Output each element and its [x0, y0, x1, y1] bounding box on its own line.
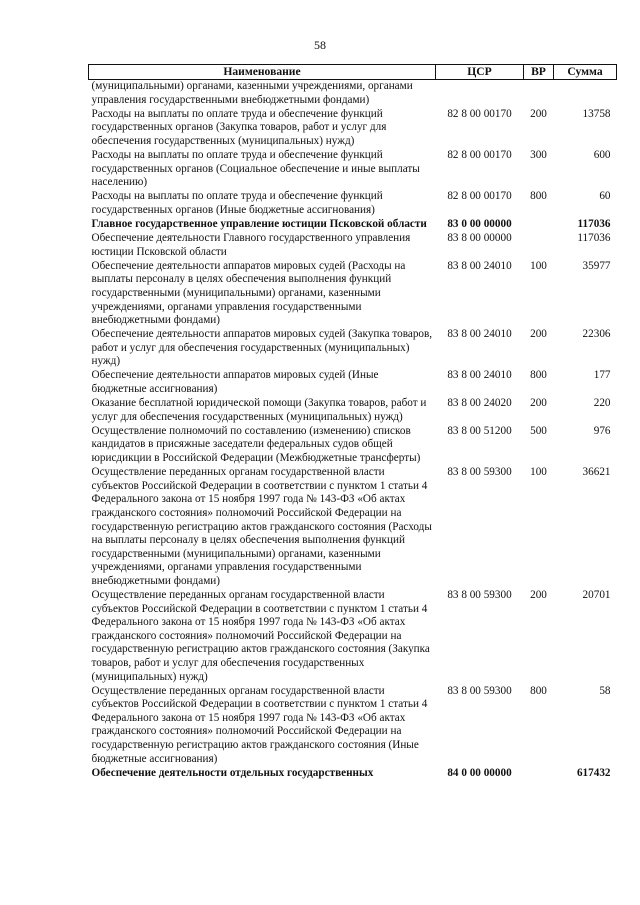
row-csr-cell: 83 8 00 24010 [447, 328, 512, 341]
table-row [89, 369, 617, 397]
table-row [89, 108, 617, 149]
row-sum-cell: 22306 [582, 328, 611, 341]
row-sum-cell: 617432 [576, 766, 611, 779]
row-name-cell: (муниципальными) органами, казенными учреждениями, органами управления государственными внебюджетными фондами) [91, 80, 413, 106]
row-csr-cell: 83 8 00 24010 [447, 259, 512, 272]
table-row [89, 190, 617, 218]
row-sum-cell: 35977 [582, 259, 611, 272]
row-csr-cell: 84 0 00 00000 [447, 766, 512, 779]
row-csr-cell: 83 0 00 00000 [447, 217, 512, 230]
row-name-cell: Главное государственное управление юстиции Псковской области [91, 217, 427, 230]
table-row [89, 80, 617, 108]
row-csr-cell: 83 8 00 00000 [447, 232, 512, 245]
row-csr-cell [436, 80, 524, 108]
table-row [89, 397, 617, 425]
row-name-cell: Расходы на выплаты по оплате труда и обеспечение функций государственных органов (Социальное обеспечение и иные выплаты населению) [91, 148, 420, 189]
row-csr-cell: 83 8 00 24010 [447, 369, 512, 382]
row-csr-cell: 83 8 00 59300 [447, 466, 512, 479]
row-sum-cell: 220 [593, 397, 611, 410]
table-row [89, 218, 617, 232]
row-vr-cell: 200 [530, 397, 547, 410]
header-vr: ВР [524, 65, 554, 80]
row-name-cell: Обеспечение деятельности аппаратов мировых судей (Иные бюджетные ассигнования) [91, 369, 379, 396]
row-vr-cell: 100 [530, 259, 547, 272]
table-row [89, 685, 617, 767]
row-sum-cell: 58 [599, 684, 611, 697]
table-header-row [89, 65, 617, 80]
row-vr-cell: 800 [530, 684, 547, 697]
row-csr-cell: 82 8 00 00170 [447, 148, 512, 161]
header-sum: Сумма [554, 65, 617, 80]
row-vr-cell [524, 767, 554, 781]
row-sum-cell: 13758 [582, 107, 611, 120]
row-vr-cell: 800 [530, 369, 547, 382]
table-row [89, 232, 617, 260]
row-csr-cell: 83 8 00 59300 [447, 588, 512, 601]
table-row [89, 589, 617, 685]
row-name-cell: Обеспечение деятельности отдельных государственных [91, 766, 374, 779]
row-sum-cell: 117036 [577, 232, 611, 245]
row-vr-cell: 100 [530, 466, 547, 479]
row-vr-cell: 300 [530, 148, 547, 161]
table-row [89, 425, 617, 466]
row-sum-cell: 600 [593, 148, 611, 161]
row-name-cell: Обеспечение деятельности Главного государственного управления юстиции Псковской области [91, 232, 411, 258]
table-row [89, 466, 617, 589]
row-name-cell: Обеспечение деятельности аппаратов мировых судей (Закупка товаров, работ и услуг для обеспечения государственных (муниципальных) нужд) [91, 328, 433, 368]
row-csr-cell: 82 8 00 00170 [447, 190, 512, 203]
header-csr: ЦСР [436, 65, 524, 80]
row-name-cell: Обеспечение деятельности аппаратов мировых судей (Расходы на выплаты персоналу в целях обеспечения выполнения функций государственными (муниципальными) органами, казенными учреждениями, органами управления государственными внебюджетными фондами) [91, 259, 406, 327]
row-csr-cell: 83 8 00 24020 [447, 397, 512, 410]
row-sum-cell: 20701 [582, 588, 611, 601]
row-name-cell: Осуществление переданных органам государственной власти субъектов Российской Федерации в соответствии с пунктом 1 статьи 4 Федерального закона от 15 ноября 1997 года № 143-ФЗ «Об актах гражданского состояния» полномочий Российской Федерации на государственную регистрацию актов гражданского состояния (Расходы на выплаты персоналу в целях обеспечения выполнения функций государственными (муниципальными) органами, казенными учреждениями, органами управления государственными внебюджетными фондами) [91, 466, 432, 587]
row-sum-cell: 36621 [582, 466, 611, 479]
row-sum-cell: 117036 [577, 217, 611, 230]
table-row [89, 328, 617, 369]
row-vr-cell: 500 [530, 424, 547, 437]
table-body [89, 80, 617, 781]
row-vr-cell: 200 [530, 328, 547, 341]
table-row [89, 767, 617, 781]
row-sum-cell [554, 80, 617, 108]
row-vr-cell: 200 [530, 107, 547, 120]
row-sum-cell: 60 [599, 190, 611, 203]
row-name-cell: Расходы на выплаты по оплате труда и обеспечение функций государственных органов (Иные бюджетные ассигнования) [91, 190, 383, 216]
row-vr-cell [524, 218, 554, 232]
row-name-cell: Осуществление переданных органам государственной власти субъектов Российской Федерации в соответствии с пунктом 1 статьи 4 Федерального закона от 15 ноября 1997 года № 143-ФЗ «Об актах гражданского состояния» полномочий Российской Федерации на государственную регистрацию актов гражданского состояния (Иные бюджетные ассигнования) [91, 684, 428, 765]
row-vr-cell [524, 80, 554, 108]
table-row [89, 149, 617, 190]
row-csr-cell: 83 8 00 51200 [447, 424, 512, 437]
row-sum-cell: 177 [593, 369, 611, 382]
row-sum-cell: 976 [593, 424, 611, 437]
table-row [89, 260, 617, 328]
row-vr-cell: 800 [530, 190, 547, 203]
row-csr-cell: 82 8 00 00170 [447, 107, 512, 120]
row-name-cell: Осуществление полномочий по составлению (изменению) списков кандидатов в присяжные заседатели федеральных судов общей юрисдикции в Российской Федерации (Межбюджетные трансферты) [91, 424, 421, 465]
row-csr-cell: 83 8 00 59300 [447, 684, 512, 697]
row-name-cell: Осуществление переданных органам государственной власти субъектов Российской Федерации в соответствии с пунктом 1 статьи 4 Федерального закона от 15 ноября 1997 года № 143-ФЗ «Об актах гражданского состояния» полномочий Российской Федерации на государственную регистрацию актов гражданского состояния (Закупка товаров, работ и услуг для обеспечения государственных (муниципальных) нужд) [91, 588, 430, 683]
row-vr-cell: 200 [530, 588, 547, 601]
row-name-cell: Расходы на выплаты по оплате труда и обеспечение функций государственных органов (Закупка товаров, работ и услуг для обеспечения государственных (муниципальных) нужд) [91, 107, 387, 147]
budget-table [88, 64, 617, 781]
row-vr-cell [524, 232, 554, 260]
page-number: 58 [314, 38, 326, 52]
row-name-cell: Оказание бесплатной юридической помощи (Закупка товаров, работ и услуг для обеспечения государственных (муниципальных) нужд) [91, 397, 427, 423]
header-name: Наименование [89, 65, 436, 80]
